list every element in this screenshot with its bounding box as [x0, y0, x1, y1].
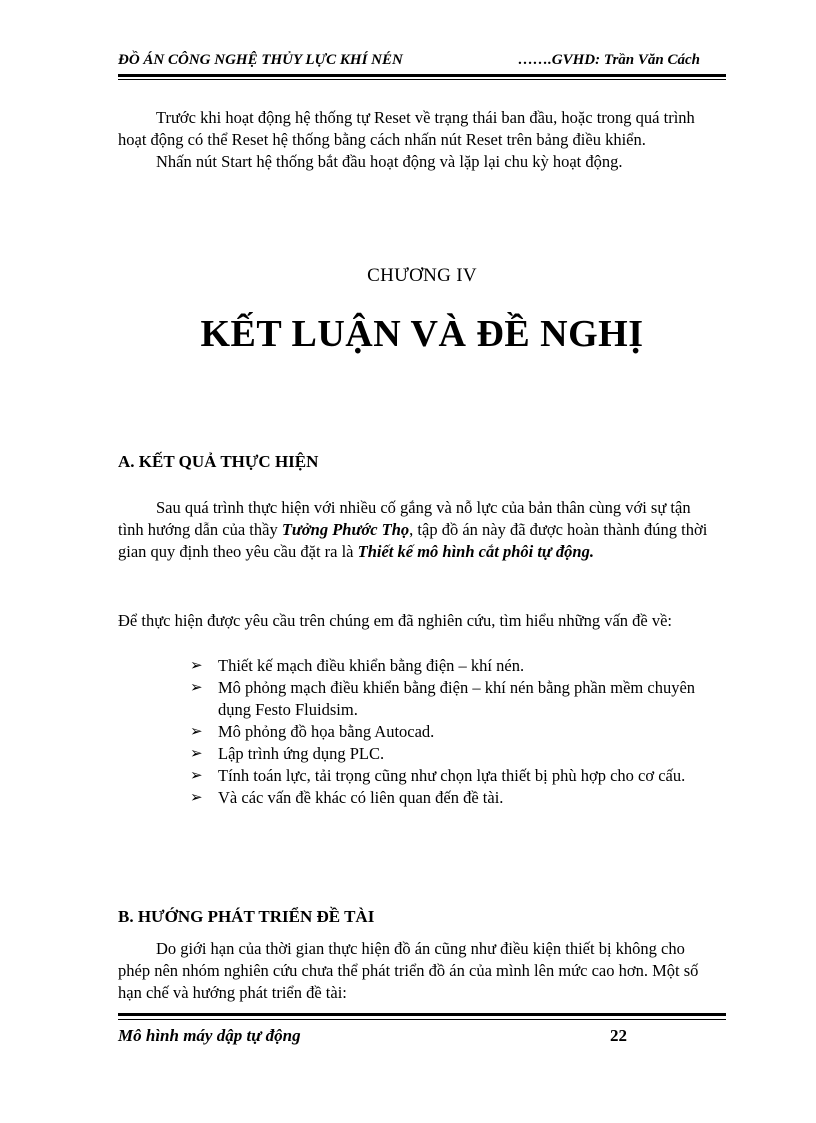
- arrowhead-bullet-icon: ➢: [190, 768, 203, 784]
- list-item-text: Lập trình ứng dụng PLC.: [218, 744, 385, 763]
- footer-rule-thick: [118, 1013, 726, 1016]
- chapter-label: CHƯƠNG IV: [367, 265, 477, 286]
- list-item: [190, 765, 720, 787]
- project-topic: Thiết kế mô hình cắt phôi tự động.: [357, 542, 594, 561]
- list-item: [190, 677, 720, 721]
- header-project-title: ĐỒ ÁN CÔNG NGHỆ THỦY LỰC KHÍ NÉN: [118, 52, 403, 68]
- chapter-title: KẾT LUẬN VÀ ĐỀ NGHỊ: [200, 313, 644, 355]
- list-item: [190, 787, 720, 809]
- arrowhead-bullet-icon: ➢: [190, 746, 203, 762]
- section-a-paragraph-1: [118, 497, 708, 563]
- intro-paragraphs: [118, 107, 708, 173]
- list-item: [190, 655, 720, 677]
- section-a-paragraph-2: Để thực hiện được yêu cầu trên chúng em đã nghiên cứu, tìm hiểu những vấn đề về:: [118, 611, 672, 630]
- list-item-text: Mô phỏng mạch điều khiển bằng điện – khí nén bằng phần mềm chuyên dụng Festo Fluidsim.: [218, 678, 696, 719]
- section-b-paragraph-1: [118, 938, 708, 1004]
- section-b-text: Do giới hạn của thời gian thực hiện đồ án cũng như điều kiện thiết bị không cho phép nên nhóm nghiên cứu chưa thể phát triển đồ án của mình lên mức cao hơn. Một số hạn chế và hướng phát triển đề tài:: [118, 939, 699, 1002]
- footer-title: Mô hình máy dập tự động: [118, 1026, 301, 1045]
- arrowhead-bullet-icon: ➢: [190, 790, 203, 806]
- list-item-text: Và các vấn đề khác có liên quan đến đề tài.: [218, 788, 504, 807]
- intro-paragraph-1: Trước khi hoạt động hệ thống tự Reset về trạng thái ban đầu, hoặc trong quá trình hoạt động có thể Reset hệ thống bằng cách nhấn nút Reset trên bảng điều khiển.: [118, 108, 695, 149]
- arrowhead-bullet-icon: ➢: [190, 724, 203, 740]
- section-a-heading: A. KẾT QUẢ THỰC HIỆN: [118, 452, 319, 471]
- header-rule-thin: [118, 79, 726, 80]
- header-rule-thick: [118, 74, 726, 77]
- list-item: [190, 721, 720, 743]
- section-b-heading: B. HƯỚNG PHÁT TRIỂN ĐỀ TÀI: [118, 907, 375, 926]
- page-number: 22: [610, 1026, 627, 1045]
- page-header: [118, 52, 726, 72]
- list-item-text: Mô phỏng đồ họa bằng Autocad.: [218, 722, 435, 741]
- footer-rule-thin: [118, 1019, 726, 1020]
- arrowhead-bullet-icon: ➢: [190, 658, 203, 674]
- teacher-name: Tưởng Phước Thọ: [281, 520, 410, 539]
- section-a-text-2: , tập đồ án này đã được hoàn thành đúng thời gian quy định theo yêu cầu đặt ra là: [118, 520, 708, 561]
- list-item-text: Thiết kế mạch điều khiển bằng điện – khí nén.: [218, 656, 525, 675]
- research-topics-list: [190, 655, 720, 809]
- arrowhead-bullet-icon: ➢: [190, 680, 203, 696]
- section-a-text-1: Sau quá trình thực hiện với nhiều cố gắng và nỗ lực của bản thân cùng với sự tận tình hướng dẫn của thầy: [118, 498, 691, 539]
- intro-paragraph-2: Nhấn nút Start hệ thống bắt đầu hoạt động và lặp lại chu kỳ hoạt động.: [156, 152, 623, 171]
- header-advisor: …….GVHD: Trần Văn Cách: [518, 52, 700, 68]
- list-item-text: Tính toán lực, tải trọng cũng như chọn lựa thiết bị phù hợp cho cơ cấu.: [218, 766, 686, 785]
- list-item: [190, 743, 720, 765]
